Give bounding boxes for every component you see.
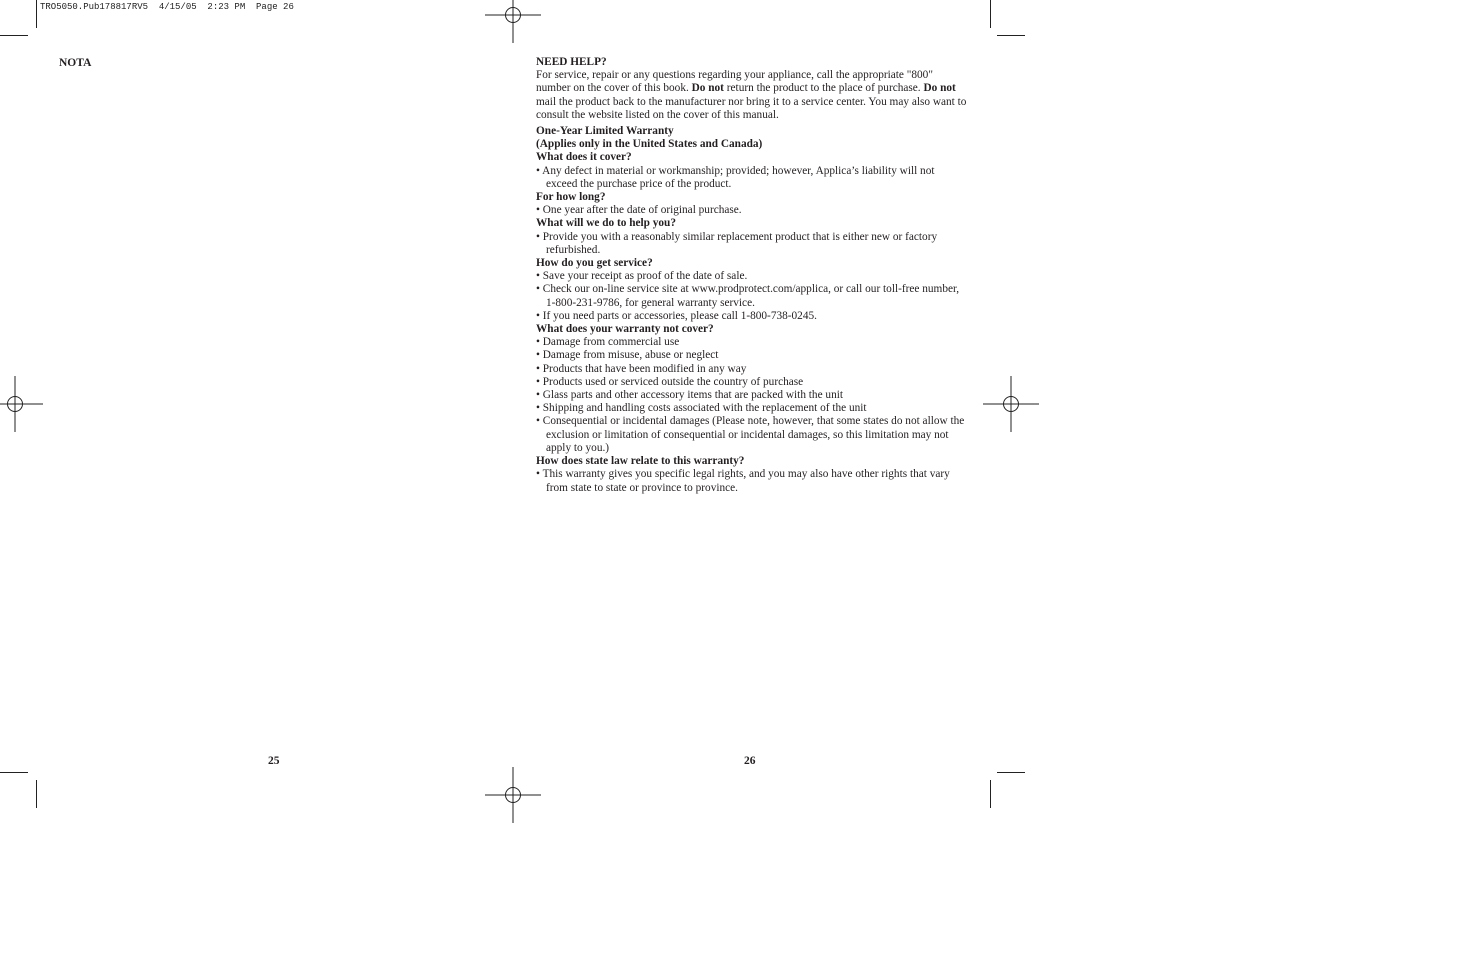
list-item: • One year after the date of original purchase. — [536, 204, 742, 217]
crop-mark — [0, 35, 28, 36]
need-help-paragraph — [536, 69, 968, 122]
need-help-text: For service, repair or any questions regarding your appliance, call the appropriate "800" number on the cover of this book. — [536, 69, 933, 95]
warranty-subtitle: (Applies only in the United States and Canada) — [536, 138, 763, 151]
crop-mark — [0, 772, 28, 773]
warranty-content — [536, 56, 968, 495]
list-item: • Damage from commercial use — [536, 336, 680, 349]
crop-mark — [36, 780, 37, 808]
cover-question: What does it cover? — [536, 151, 632, 164]
do-not-emphasis: Do not — [923, 82, 956, 95]
need-help-text: return the product to the place of purchase. — [723, 82, 924, 95]
help-question: What will we do to help you? — [536, 217, 676, 230]
nota-heading: NOTA — [59, 57, 92, 69]
page-number-right: 26 — [744, 755, 756, 767]
need-help-heading: NEED HELP? — [536, 56, 607, 68]
not-cover-question: What does your warranty not cover? — [536, 323, 714, 336]
state-law-question: How does state law relate to this warranty? — [536, 455, 745, 468]
do-not-emphasis: Do not — [691, 82, 724, 95]
crop-mark — [36, 0, 37, 28]
service-question: How do you get service? — [536, 257, 653, 270]
registration-mark-icon — [485, 0, 541, 43]
warranty-title: One-Year Limited Warranty — [536, 125, 674, 138]
list-item: • Provide you with a reasonably similar replacement product that is either new or factory refurbished. — [536, 230, 938, 256]
list-item: • Shipping and handling costs associated with the replacement of the unit — [536, 402, 867, 415]
list-item: • Save your receipt as proof of the date of sale. — [536, 270, 748, 283]
crop-mark — [997, 35, 1025, 36]
list-item: • Any defect in material or workmanship; provided; however, Applica’s liability will not exceed the purchase price of the product. — [536, 164, 935, 190]
page-number-left: 25 — [268, 755, 280, 767]
how-long-question: For how long? — [536, 191, 606, 204]
registration-mark-icon — [0, 376, 43, 432]
list-item: • This warranty gives you specific legal rights, and you may also have other rights that vary from state to state or province to province. — [536, 468, 950, 494]
print-slug: TRO5050.Pub178817RV5 4/15/05 2:23 PM Page 26 — [40, 2, 294, 12]
list-item: • Products used or serviced outside the country of purchase — [536, 375, 804, 388]
need-help-text: mail the product back to the manufacturer nor bring it to a service center. You may also want to consult the website listed on the cover of this manual. — [536, 95, 967, 121]
list-item: • Damage from misuse, abuse or neglect — [536, 349, 719, 362]
list-item: • If you need parts or accessories, please call 1-800-738-0245. — [536, 309, 817, 322]
crop-mark — [990, 780, 991, 808]
registration-mark-icon — [983, 376, 1039, 432]
list-item: • Check our on-line service site at www.prodprotect.com/applica, or call our toll-free number, 1-800-231-9786, for general warranty service. — [536, 283, 960, 309]
crop-mark — [990, 0, 991, 28]
list-item: • Consequential or incidental damages (Please note, however, that some states do not allow the exclusion or limitation of consequential or incidental damages, so this limitation may not apply to you.) — [536, 415, 965, 454]
list-item: • Products that have been modified in any way — [536, 362, 747, 375]
list-item: • Glass parts and other accessory items that are packed with the unit — [536, 389, 843, 402]
crop-mark — [997, 772, 1025, 773]
registration-mark-icon — [485, 767, 541, 823]
